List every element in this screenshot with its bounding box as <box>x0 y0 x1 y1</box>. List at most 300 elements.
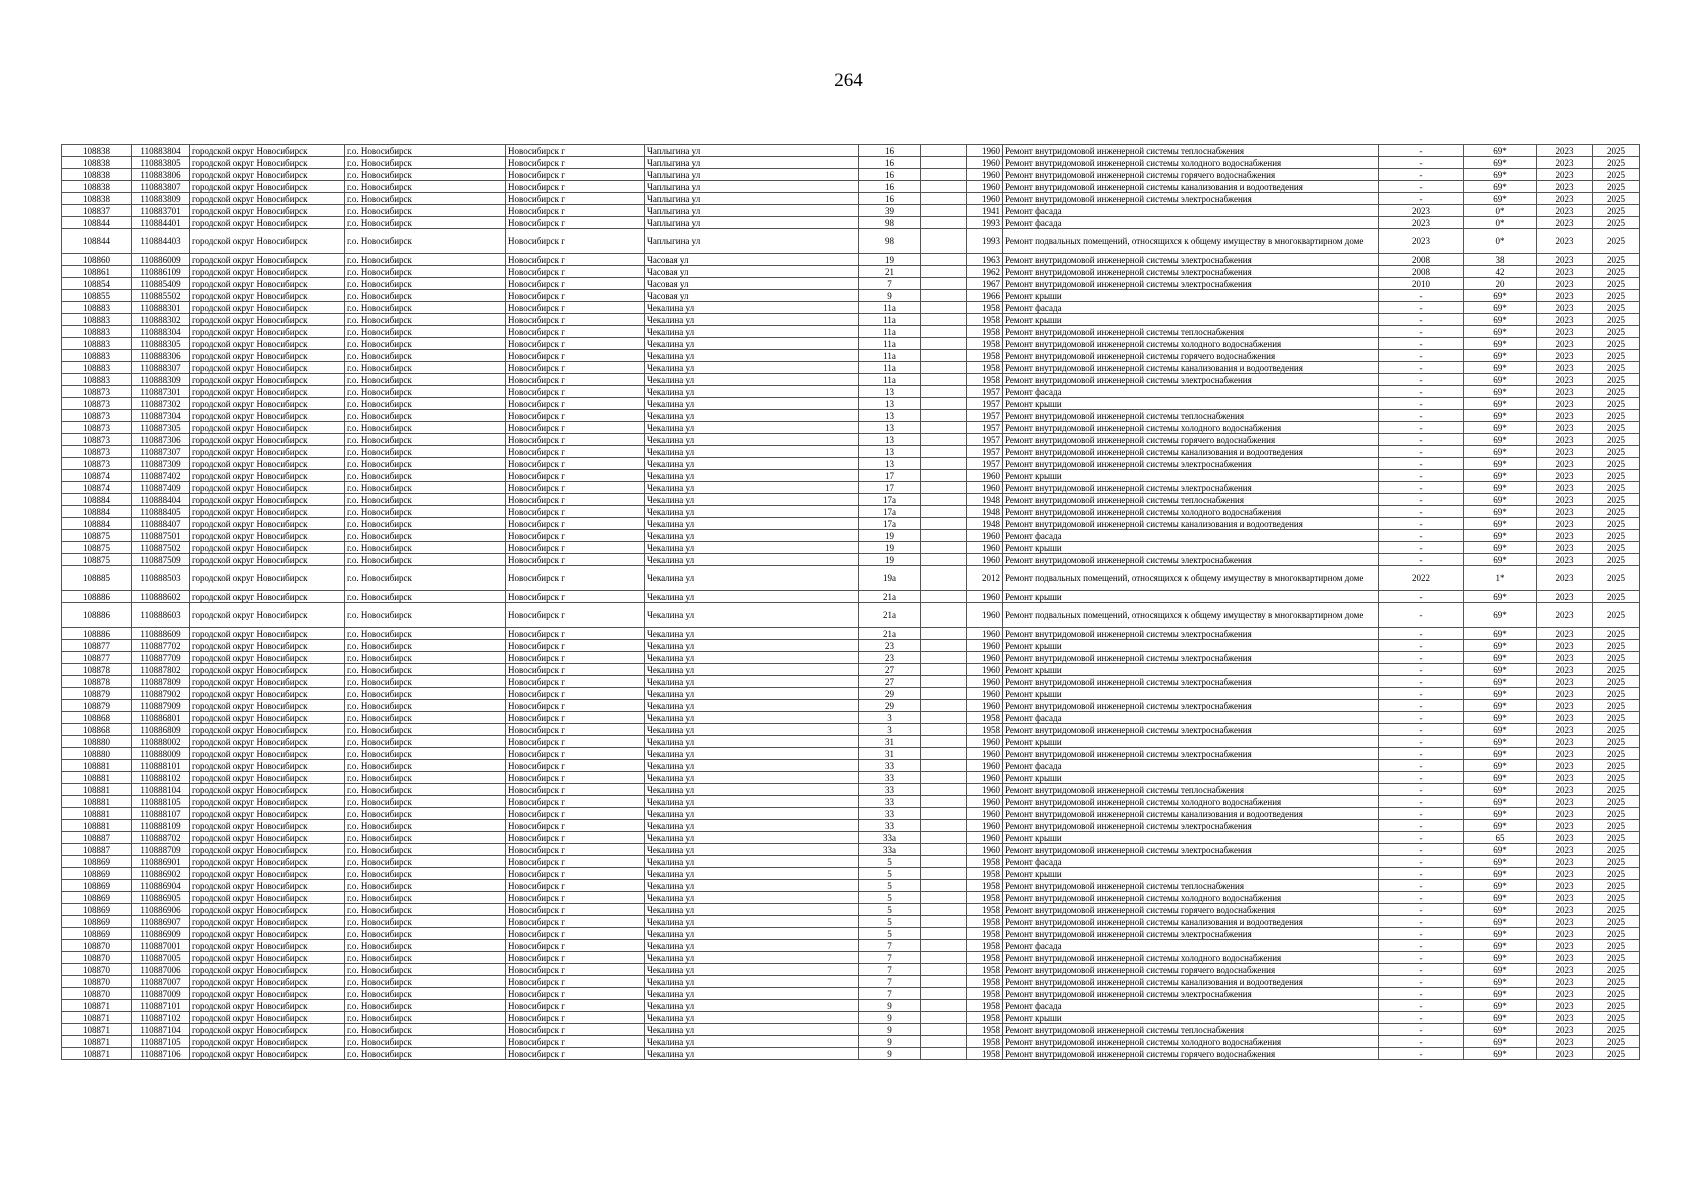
cell-house-number: 16 <box>859 193 921 205</box>
cell-settlement: Новосибирск г <box>506 530 645 542</box>
cell-start-year: 2023 <box>1537 784 1593 796</box>
cell-object-id: 110883809 <box>132 193 190 205</box>
cell-object-id: 110888404 <box>132 494 190 506</box>
cell-work-type: Ремонт внутридомовой инженерной системы холодного водоснабжения <box>1003 422 1379 434</box>
cell-wear-percent: 69* <box>1464 326 1537 338</box>
cell-municipal-entity: г.о. Новосибирск <box>345 640 506 652</box>
cell-house-id: 108886 <box>62 628 132 640</box>
cell-house-number: 11а <box>859 350 921 362</box>
cell-house-number: 19 <box>859 554 921 566</box>
cell-year-built: 1948 <box>967 518 1003 530</box>
cell-object-id: 110887105 <box>132 1036 190 1048</box>
cell-house-id: 108883 <box>62 302 132 314</box>
cell-start-year: 2023 <box>1537 832 1593 844</box>
cell-municipal-entity: г.о. Новосибирск <box>345 181 506 193</box>
cell-building <box>921 470 967 482</box>
cell-work-type: Ремонт внутридомовой инженерной системы холодного водоснабжения <box>1003 338 1379 350</box>
cell-house-id: 108838 <box>62 193 132 205</box>
cell-settlement: Новосибирск г <box>506 736 645 748</box>
cell-building <box>921 676 967 688</box>
cell-start-year: 2023 <box>1537 145 1593 157</box>
cell-house-number: 9 <box>859 1048 921 1060</box>
cell-municipal-entity: г.о. Новосибирск <box>345 554 506 566</box>
cell-street: Чекалина ул <box>645 302 859 314</box>
cell-last-repair-year: - <box>1379 181 1464 193</box>
cell-wear-percent: 69* <box>1464 494 1537 506</box>
cell-street: Чекалина ул <box>645 856 859 868</box>
cell-last-repair-year: - <box>1379 748 1464 760</box>
cell-settlement: Новосибирск г <box>506 326 645 338</box>
cell-street: Чекалина ул <box>645 386 859 398</box>
cell-wear-percent: 69* <box>1464 940 1537 952</box>
cell-year-built: 1958 <box>967 350 1003 362</box>
cell-municipal-entity: г.о. Новосибирск <box>345 217 506 229</box>
cell-start-year: 2023 <box>1537 1024 1593 1036</box>
cell-work-type: Ремонт внутридомовой инженерной системы канализования и водоотведения <box>1003 362 1379 374</box>
cell-end-year: 2025 <box>1593 494 1640 506</box>
cell-end-year: 2025 <box>1593 928 1640 940</box>
cell-last-repair-year: - <box>1379 1048 1464 1060</box>
cell-municipal-entity: г.о. Новосибирск <box>345 494 506 506</box>
table-row <box>62 386 1640 398</box>
cell-object-id: 110888702 <box>132 832 190 844</box>
cell-wear-percent: 69* <box>1464 928 1537 940</box>
cell-settlement: Новосибирск г <box>506 892 645 904</box>
cell-work-type: Ремонт внутридомовой инженерной системы электроснабжения <box>1003 748 1379 760</box>
cell-house-id: 108871 <box>62 1000 132 1012</box>
cell-start-year: 2023 <box>1537 844 1593 856</box>
cell-house-id: 108871 <box>62 1024 132 1036</box>
cell-start-year: 2023 <box>1537 856 1593 868</box>
cell-year-built: 1960 <box>967 772 1003 784</box>
cell-object-id: 110884401 <box>132 217 190 229</box>
cell-end-year: 2025 <box>1593 266 1640 278</box>
cell-start-year: 2023 <box>1537 700 1593 712</box>
cell-settlement: Новосибирск г <box>506 916 645 928</box>
cell-object-id: 110888305 <box>132 338 190 350</box>
cell-end-year: 2025 <box>1593 193 1640 205</box>
table-row <box>62 530 1640 542</box>
cell-street: Чекалина ул <box>645 422 859 434</box>
cell-house-number: 7 <box>859 940 921 952</box>
cell-municipal-entity: г.о. Новосибирск <box>345 446 506 458</box>
cell-last-repair-year: - <box>1379 506 1464 518</box>
cell-object-id: 110888307 <box>132 362 190 374</box>
cell-street: Чекалина ул <box>645 1012 859 1024</box>
cell-house-id: 108837 <box>62 205 132 217</box>
table-row <box>62 193 1640 205</box>
cell-house-number: 27 <box>859 676 921 688</box>
cell-year-built: 1958 <box>967 964 1003 976</box>
table-row <box>62 1000 1640 1012</box>
cell-object-id: 110887005 <box>132 952 190 964</box>
cell-end-year: 2025 <box>1593 796 1640 808</box>
cell-building <box>921 169 967 181</box>
cell-settlement: Новосибирск г <box>506 640 645 652</box>
cell-house-id: 108878 <box>62 664 132 676</box>
cell-municipal-district: городской округ Новосибирск <box>190 506 345 518</box>
cell-year-built: 1960 <box>967 796 1003 808</box>
cell-year-built: 2012 <box>967 566 1003 591</box>
cell-building <box>921 374 967 386</box>
cell-settlement: Новосибирск г <box>506 760 645 772</box>
cell-settlement: Новосибирск г <box>506 254 645 266</box>
cell-building <box>921 700 967 712</box>
cell-work-type: Ремонт внутридомовой инженерной системы электроснабжения <box>1003 482 1379 494</box>
cell-work-type: Ремонт внутридомовой инженерной системы холодного водоснабжения <box>1003 892 1379 904</box>
cell-house-id: 108861 <box>62 266 132 278</box>
cell-last-repair-year: - <box>1379 470 1464 482</box>
cell-house-id: 108881 <box>62 784 132 796</box>
cell-end-year: 2025 <box>1593 640 1640 652</box>
cell-municipal-district: городской округ Новосибирск <box>190 664 345 676</box>
cell-wear-percent: 69* <box>1464 181 1537 193</box>
cell-street: Чекалина ул <box>645 748 859 760</box>
cell-building <box>921 157 967 169</box>
cell-start-year: 2023 <box>1537 628 1593 640</box>
cell-municipal-entity: г.о. Новосибирск <box>345 482 506 494</box>
cell-settlement: Новосибирск г <box>506 169 645 181</box>
cell-work-type: Ремонт внутридомовой инженерной системы теплоснабжения <box>1003 784 1379 796</box>
cell-year-built: 1958 <box>967 904 1003 916</box>
cell-building <box>921 518 967 530</box>
table-row <box>62 940 1640 952</box>
cell-municipal-entity: г.о. Новосибирск <box>345 1024 506 1036</box>
cell-street: Чекалина ул <box>645 736 859 748</box>
cell-object-id: 110886009 <box>132 254 190 266</box>
cell-building <box>921 278 967 290</box>
cell-house-number: 33 <box>859 820 921 832</box>
cell-building <box>921 988 967 1000</box>
cell-house-id: 108877 <box>62 640 132 652</box>
cell-house-id: 108838 <box>62 181 132 193</box>
cell-last-repair-year: - <box>1379 892 1464 904</box>
cell-settlement: Новосибирск г <box>506 518 645 530</box>
cell-settlement: Новосибирск г <box>506 145 645 157</box>
cell-start-year: 2023 <box>1537 724 1593 736</box>
table-row <box>62 664 1640 676</box>
cell-street: Чаплыгина ул <box>645 205 859 217</box>
cell-last-repair-year: - <box>1379 542 1464 554</box>
cell-municipal-entity: г.о. Новосибирск <box>345 712 506 724</box>
cell-settlement: Новосибирск г <box>506 712 645 724</box>
cell-street: Часовая ул <box>645 290 859 302</box>
cell-object-id: 110883805 <box>132 157 190 169</box>
cell-last-repair-year: - <box>1379 904 1464 916</box>
cell-year-built: 1960 <box>967 470 1003 482</box>
cell-street: Чаплыгина ул <box>645 169 859 181</box>
cell-last-repair-year: - <box>1379 314 1464 326</box>
cell-work-type: Ремонт внутридомовой инженерной системы канализования и водоотведения <box>1003 808 1379 820</box>
registry-table <box>61 144 1640 1060</box>
cell-municipal-district: городской округ Новосибирск <box>190 326 345 338</box>
cell-house-number: 33 <box>859 796 921 808</box>
cell-year-built: 1960 <box>967 145 1003 157</box>
cell-house-number: 7 <box>859 952 921 964</box>
cell-end-year: 2025 <box>1593 434 1640 446</box>
cell-work-type: Ремонт крыши <box>1003 542 1379 554</box>
table-row <box>62 591 1640 603</box>
cell-settlement: Новосибирск г <box>506 302 645 314</box>
cell-house-number: 23 <box>859 640 921 652</box>
cell-building <box>921 628 967 640</box>
cell-object-id: 110887306 <box>132 434 190 446</box>
table-row <box>62 976 1640 988</box>
cell-municipal-district: городской округ Новосибирск <box>190 193 345 205</box>
cell-start-year: 2023 <box>1537 290 1593 302</box>
cell-start-year: 2023 <box>1537 676 1593 688</box>
cell-street: Чекалина ул <box>645 434 859 446</box>
table-row <box>62 434 1640 446</box>
cell-wear-percent: 69* <box>1464 700 1537 712</box>
cell-last-repair-year: - <box>1379 808 1464 820</box>
cell-building <box>921 688 967 700</box>
cell-settlement: Новосибирск г <box>506 952 645 964</box>
cell-municipal-district: городской округ Новосибирск <box>190 254 345 266</box>
cell-building <box>921 591 967 603</box>
cell-municipal-entity: г.о. Новосибирск <box>345 940 506 952</box>
cell-municipal-district: городской округ Новосибирск <box>190 748 345 760</box>
table-row <box>62 458 1640 470</box>
cell-work-type: Ремонт внутридомовой инженерной системы электроснабжения <box>1003 988 1379 1000</box>
cell-building <box>921 145 967 157</box>
cell-object-id: 110887909 <box>132 700 190 712</box>
cell-house-id: 108877 <box>62 652 132 664</box>
cell-end-year: 2025 <box>1593 542 1640 554</box>
cell-street: Чекалина ул <box>645 844 859 856</box>
cell-object-id: 110888309 <box>132 374 190 386</box>
cell-building <box>921 482 967 494</box>
cell-house-number: 5 <box>859 856 921 868</box>
cell-wear-percent: 69* <box>1464 892 1537 904</box>
cell-house-number: 13 <box>859 434 921 446</box>
cell-municipal-district: городской округ Новосибирск <box>190 856 345 868</box>
cell-year-built: 1966 <box>967 290 1003 302</box>
cell-house-number: 9 <box>859 1024 921 1036</box>
cell-house-number: 13 <box>859 398 921 410</box>
cell-street: Чекалина ул <box>645 470 859 482</box>
cell-house-id: 108883 <box>62 338 132 350</box>
cell-house-id: 108869 <box>62 928 132 940</box>
cell-start-year: 2023 <box>1537 748 1593 760</box>
cell-end-year: 2025 <box>1593 169 1640 181</box>
cell-house-number: 13 <box>859 386 921 398</box>
cell-work-type: Ремонт внутридомовой инженерной системы канализования и водоотведения <box>1003 916 1379 928</box>
cell-start-year: 2023 <box>1537 458 1593 470</box>
cell-municipal-district: городской округ Новосибирск <box>190 640 345 652</box>
cell-wear-percent: 69* <box>1464 988 1537 1000</box>
cell-house-number: 3 <box>859 712 921 724</box>
cell-wear-percent: 69* <box>1464 952 1537 964</box>
cell-street: Чекалина ул <box>645 964 859 976</box>
cell-work-type: Ремонт крыши <box>1003 314 1379 326</box>
cell-start-year: 2023 <box>1537 796 1593 808</box>
cell-start-year: 2023 <box>1537 964 1593 976</box>
cell-start-year: 2023 <box>1537 1012 1593 1024</box>
cell-house-number: 11а <box>859 326 921 338</box>
cell-last-repair-year: 2023 <box>1379 229 1464 254</box>
cell-municipal-district: городской округ Новосибирск <box>190 1000 345 1012</box>
table-row <box>62 880 1640 892</box>
table-row <box>62 482 1640 494</box>
cell-start-year: 2023 <box>1537 434 1593 446</box>
cell-end-year: 2025 <box>1593 892 1640 904</box>
cell-building <box>921 916 967 928</box>
cell-year-built: 1958 <box>967 314 1003 326</box>
cell-settlement: Новосибирск г <box>506 266 645 278</box>
cell-object-id: 110887709 <box>132 652 190 664</box>
cell-municipal-district: городской округ Новосибирск <box>190 205 345 217</box>
table-row <box>62 302 1640 314</box>
cell-end-year: 2025 <box>1593 760 1640 772</box>
cell-house-id: 108887 <box>62 844 132 856</box>
cell-building <box>921 868 967 880</box>
cell-house-number: 17а <box>859 494 921 506</box>
cell-street: Чаплыгина ул <box>645 157 859 169</box>
cell-wear-percent: 69* <box>1464 386 1537 398</box>
cell-municipal-entity: г.о. Новосибирск <box>345 266 506 278</box>
cell-year-built: 1958 <box>967 988 1003 1000</box>
cell-house-id: 108883 <box>62 362 132 374</box>
cell-house-number: 16 <box>859 157 921 169</box>
cell-object-id: 110887305 <box>132 422 190 434</box>
cell-municipal-entity: г.о. Новосибирск <box>345 916 506 928</box>
cell-settlement: Новосибирск г <box>506 868 645 880</box>
cell-building <box>921 772 967 784</box>
cell-municipal-entity: г.о. Новосибирск <box>345 229 506 254</box>
cell-end-year: 2025 <box>1593 603 1640 628</box>
cell-year-built: 1958 <box>967 880 1003 892</box>
cell-municipal-district: городской округ Новосибирск <box>190 398 345 410</box>
cell-house-number: 19 <box>859 542 921 554</box>
cell-year-built: 1960 <box>967 736 1003 748</box>
cell-last-repair-year: - <box>1379 1036 1464 1048</box>
cell-house-number: 33 <box>859 772 921 784</box>
cell-settlement: Новосибирск г <box>506 566 645 591</box>
cell-street: Чаплыгина ул <box>645 145 859 157</box>
cell-last-repair-year: - <box>1379 952 1464 964</box>
cell-wear-percent: 69* <box>1464 350 1537 362</box>
cell-wear-percent: 69* <box>1464 748 1537 760</box>
cell-start-year: 2023 <box>1537 688 1593 700</box>
cell-house-id: 108875 <box>62 554 132 566</box>
cell-object-id: 110884403 <box>132 229 190 254</box>
cell-object-id: 110887102 <box>132 1012 190 1024</box>
cell-municipal-entity: г.о. Новосибирск <box>345 205 506 217</box>
table-row <box>62 1024 1640 1036</box>
cell-building <box>921 530 967 542</box>
cell-building <box>921 784 967 796</box>
cell-municipal-district: городской округ Новосибирск <box>190 916 345 928</box>
cell-building <box>921 652 967 664</box>
cell-end-year: 2025 <box>1593 530 1640 542</box>
cell-building <box>921 338 967 350</box>
cell-start-year: 2023 <box>1537 181 1593 193</box>
cell-work-type: Ремонт внутридомовой инженерной системы электроснабжения <box>1003 928 1379 940</box>
table-row <box>62 964 1640 976</box>
cell-house-number: 16 <box>859 145 921 157</box>
cell-building <box>921 302 967 314</box>
cell-year-built: 1957 <box>967 434 1003 446</box>
cell-wear-percent: 69* <box>1464 1048 1537 1060</box>
cell-house-number: 5 <box>859 880 921 892</box>
table-row <box>62 290 1640 302</box>
cell-wear-percent: 69* <box>1464 145 1537 157</box>
cell-wear-percent: 69* <box>1464 157 1537 169</box>
cell-end-year: 2025 <box>1593 205 1640 217</box>
cell-settlement: Новосибирск г <box>506 1036 645 1048</box>
cell-municipal-entity: г.о. Новосибирск <box>345 290 506 302</box>
cell-work-type: Ремонт внутридомовой инженерной системы теплоснабжения <box>1003 145 1379 157</box>
cell-municipal-entity: г.о. Новосибирск <box>345 904 506 916</box>
table-row <box>62 554 1640 566</box>
cell-street: Чекалина ул <box>645 988 859 1000</box>
cell-street: Чекалина ул <box>645 591 859 603</box>
cell-work-type: Ремонт внутридомовой инженерной системы электроснабжения <box>1003 652 1379 664</box>
cell-municipal-entity: г.о. Новосибирск <box>345 748 506 760</box>
cell-last-repair-year: - <box>1379 494 1464 506</box>
cell-municipal-entity: г.о. Новосибирск <box>345 302 506 314</box>
cell-last-repair-year: - <box>1379 302 1464 314</box>
cell-work-type: Ремонт внутридомовой инженерной системы канализования и водоотведения <box>1003 446 1379 458</box>
cell-start-year: 2023 <box>1537 1036 1593 1048</box>
cell-house-number: 16 <box>859 181 921 193</box>
cell-year-built: 1958 <box>967 928 1003 940</box>
cell-building <box>921 494 967 506</box>
cell-last-repair-year: - <box>1379 760 1464 772</box>
cell-work-type: Ремонт фасада <box>1003 1000 1379 1012</box>
cell-end-year: 2025 <box>1593 1000 1640 1012</box>
cell-last-repair-year: - <box>1379 338 1464 350</box>
cell-settlement: Новосибирск г <box>506 832 645 844</box>
cell-street: Чекалина ул <box>645 338 859 350</box>
table-row <box>62 688 1640 700</box>
cell-settlement: Новосибирск г <box>506 494 645 506</box>
cell-object-id: 110888407 <box>132 518 190 530</box>
cell-object-id: 110887001 <box>132 940 190 952</box>
cell-year-built: 1958 <box>967 338 1003 350</box>
cell-house-id: 108871 <box>62 1048 132 1060</box>
cell-wear-percent: 69* <box>1464 808 1537 820</box>
cell-house-number: 5 <box>859 904 921 916</box>
cell-end-year: 2025 <box>1593 952 1640 964</box>
cell-object-id: 110886906 <box>132 904 190 916</box>
cell-wear-percent: 20 <box>1464 278 1537 290</box>
cell-municipal-entity: г.о. Новосибирск <box>345 506 506 518</box>
cell-end-year: 2025 <box>1593 904 1640 916</box>
cell-building <box>921 362 967 374</box>
table-row <box>62 988 1640 1000</box>
cell-wear-percent: 69* <box>1464 676 1537 688</box>
cell-last-repair-year: - <box>1379 880 1464 892</box>
cell-object-id: 110888302 <box>132 314 190 326</box>
cell-end-year: 2025 <box>1593 736 1640 748</box>
cell-street: Чаплыгина ул <box>645 181 859 193</box>
cell-end-year: 2025 <box>1593 1024 1640 1036</box>
cell-start-year: 2023 <box>1537 976 1593 988</box>
cell-building <box>921 892 967 904</box>
cell-wear-percent: 69* <box>1464 434 1537 446</box>
cell-municipal-entity: г.о. Новосибирск <box>345 688 506 700</box>
cell-end-year: 2025 <box>1593 664 1640 676</box>
cell-municipal-entity: г.о. Новосибирск <box>345 772 506 784</box>
cell-municipal-district: городской округ Новосибирск <box>190 314 345 326</box>
cell-municipal-district: городской округ Новосибирск <box>190 712 345 724</box>
cell-object-id: 110887402 <box>132 470 190 482</box>
cell-building <box>921 566 967 591</box>
cell-municipal-entity: г.о. Новосибирск <box>345 386 506 398</box>
cell-last-repair-year: - <box>1379 964 1464 976</box>
